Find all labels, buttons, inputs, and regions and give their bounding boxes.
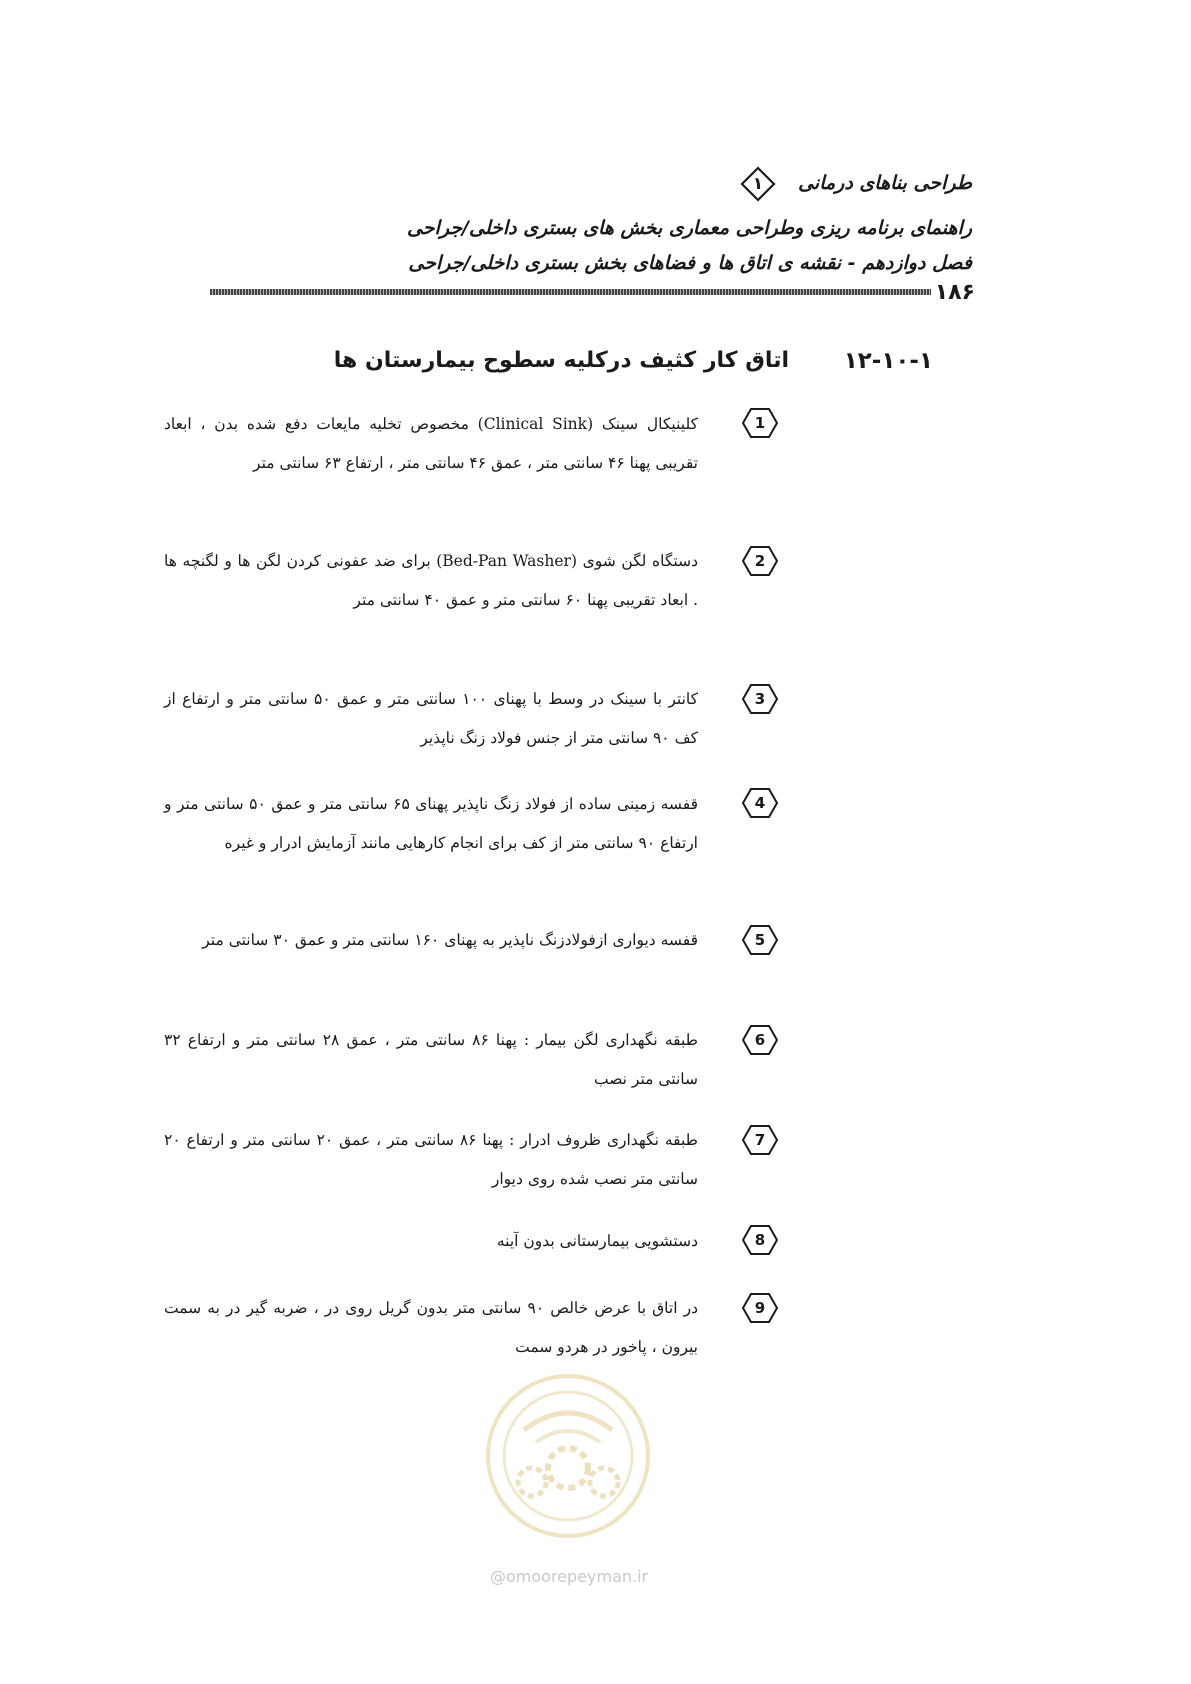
item-number-badge xyxy=(741,1292,779,1324)
item-number: 3 xyxy=(754,690,766,708)
item-number: 9 xyxy=(754,1299,766,1317)
item-number-badge xyxy=(741,545,779,577)
item-text: طبقه نگهداری لگن بیمار : پهنا ۸۶ سانتی متر ، عمق ۲۸ سانتی متر و ارتفاع ۳۲ سانتی متر نصب xyxy=(164,1031,698,1088)
item-number-badge xyxy=(741,787,779,819)
item-number-badge xyxy=(741,1224,779,1256)
item-number-badge xyxy=(741,683,779,715)
header-divider xyxy=(210,289,953,295)
series-number: ۱ xyxy=(752,174,764,194)
section-title: اتاق کار کثیف درکلیه سطوح بیمارستان ها xyxy=(333,348,789,373)
item-number-badge xyxy=(741,1024,779,1056)
item-number-badge xyxy=(741,1124,779,1156)
watermark-seal-logo xyxy=(484,1372,652,1540)
item-number: 2 xyxy=(754,552,766,570)
book-title: راهنمای برنامه ریزی وطراحی معماری بخش های بستری داخلی/جراحی xyxy=(406,217,972,239)
series-title: طراحی بناهای درمانی xyxy=(798,172,972,194)
item-number: 8 xyxy=(754,1231,766,1249)
item-text: دستشویی بیمارستانی بدون آینه xyxy=(496,1232,698,1250)
item-number-badge xyxy=(741,407,779,439)
item-text: کانتر با سینک در وسط با پهنای ۱۰۰ سانتی متر و عمق ۵۰ سانتی متر و ارتفاع از کف ۹۰ سانتی متر از جنس فولاد زنگ ناپذیر xyxy=(164,690,698,747)
item-number: 4 xyxy=(754,794,766,812)
item-text: طبقه نگهداری ظروف ادرار : پهنا ۸۶ سانتی متر ، عمق ۲۰ سانتی متر و ارتفاع ۲۰ سانتی متر نصب شده روی دیوار xyxy=(164,1131,698,1188)
item-text: در اتاق با عرض خالص ۹۰ سانتی متر بدون گریل روی در ، ضربه گیر در به سمت بیرون ، پاخور در هردو سمت xyxy=(164,1299,699,1356)
item-number: 6 xyxy=(754,1031,766,1049)
series-number-badge xyxy=(740,166,776,202)
watermark-url: @omoorepeyman.ir xyxy=(490,1567,649,1586)
item-number: 7 xyxy=(754,1131,766,1149)
item-number: 5 xyxy=(754,931,766,949)
item-text: دستگاه لگن شوی (Bed-Pan Washer) برای ضد عفونی کردن لگن ها و لگنچه ها . ابعاد تقریبی پهنا ۶۰ سانتی متر و عمق ۴۰ سانتی متر xyxy=(164,552,698,609)
item-text: کلینیکال سینک (Clinical Sink) مخصوص تخلیه مایعات دفع شده بدن ، ابعاد تقریبی پهنا ۴۶ سانتی متر ، عمق ۴۶ سانتی متر ، ارتفاع ۶۳ سانتی متر xyxy=(164,415,698,472)
page-number: ۱۸۶ xyxy=(931,282,975,304)
item-number: 1 xyxy=(754,414,766,432)
item-text: قفسه دیواری ازفولادزنگ ناپذیر به پهنای ۱۶۰ سانتی متر و عمق ۳۰ سانتی متر xyxy=(202,931,698,949)
item-text: قفسه زمینی ساده از فولاد زنگ ناپذیر پهنای ۶۵ سانتی متر و عمق ۵۰ سانتی متر و ارتفاع ۹۰ سانتی متر از کف برای انجام کارهایی مانند آزمایش ادرار و غیره xyxy=(164,795,698,852)
section-number: ۱۲-۱۰-۱ xyxy=(843,348,933,374)
chapter-title: فصل دوازدهم - نقشه ی اتاق ها و فضاهای بخش بستری داخلی/جراحی xyxy=(408,252,972,274)
item-number-badge xyxy=(741,924,779,956)
